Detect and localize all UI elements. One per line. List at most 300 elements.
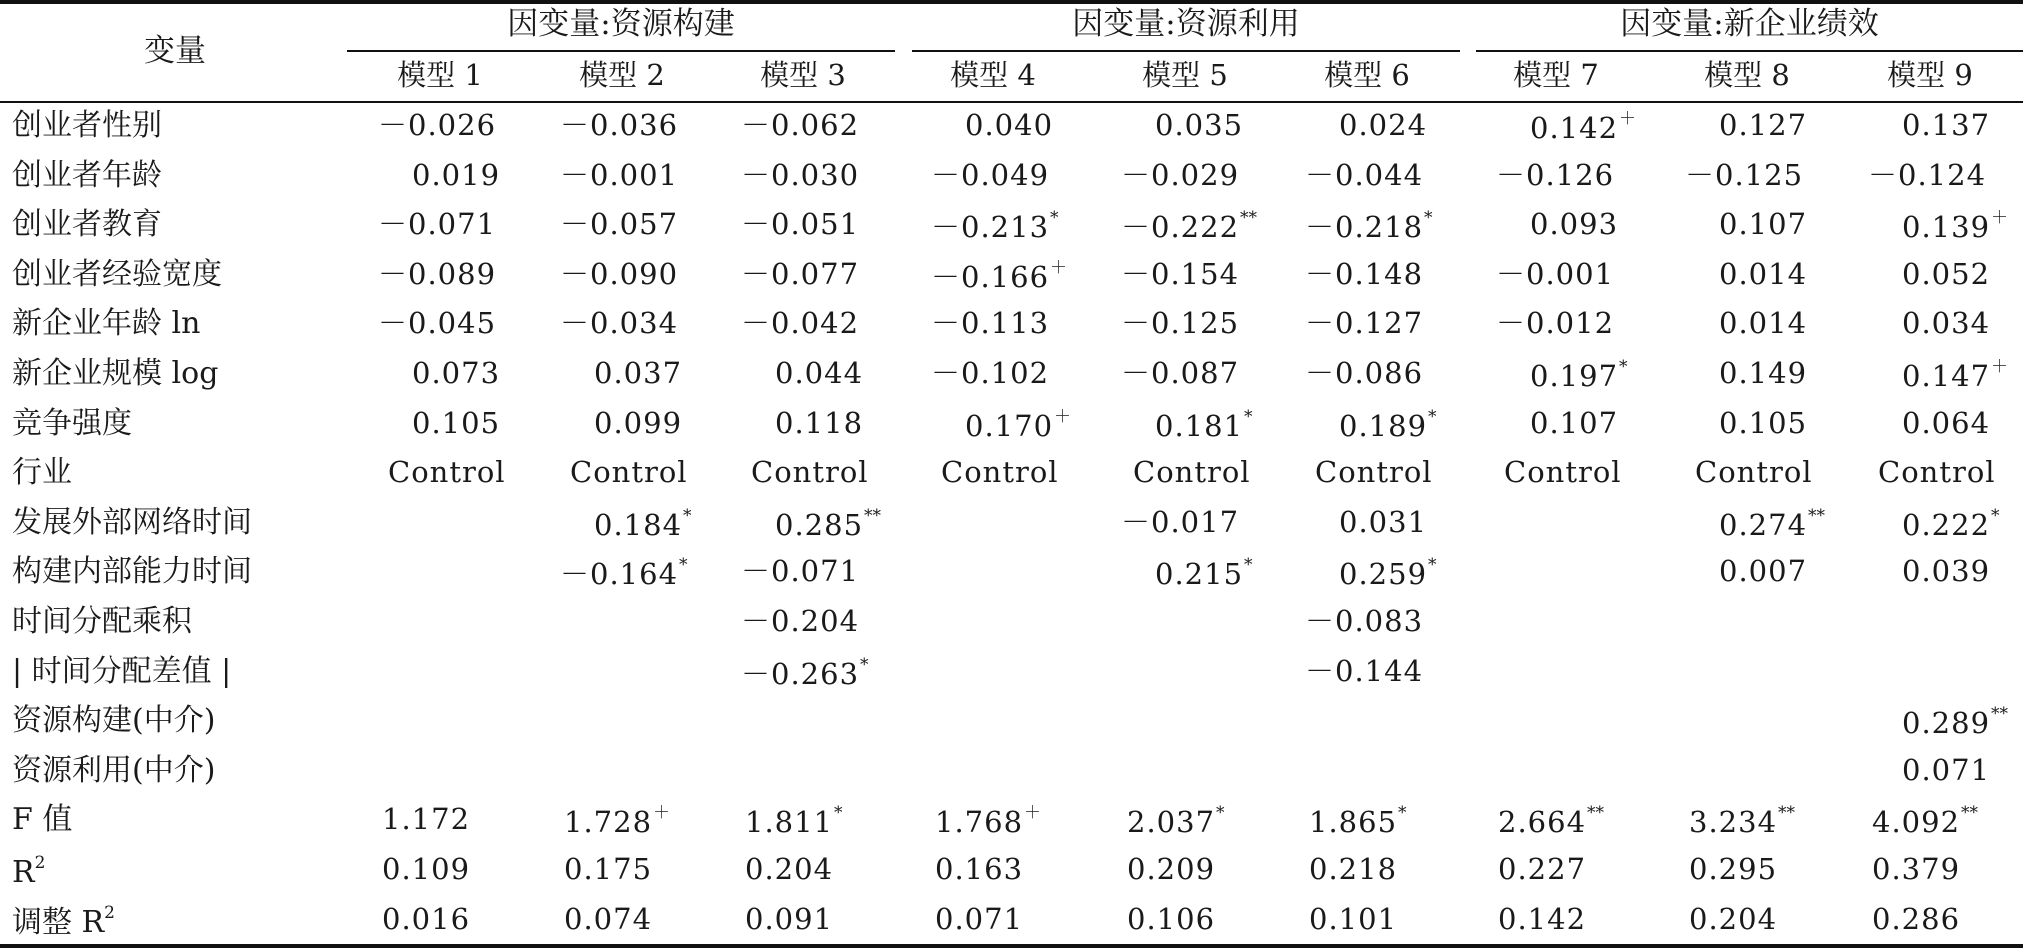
cell-value: －0.166 — [931, 260, 1050, 294]
cell-value: 1.865 — [1309, 805, 1398, 839]
table-cell — [1689, 902, 1778, 936]
cell-value: －0.044 — [1305, 158, 1424, 192]
row-label-text: 创业者年龄 — [12, 158, 162, 193]
cell-value: 1.728 — [564, 805, 653, 839]
table-cell — [564, 852, 653, 886]
cell-value: 0.035 — [1155, 108, 1244, 142]
row-label-text: 构建内部能力时间 — [12, 554, 252, 589]
table-cell — [1530, 111, 1636, 143]
cell-value: 1.811 — [745, 805, 834, 839]
table-cell — [1689, 852, 1778, 886]
significance-marker: * — [1424, 208, 1433, 228]
table-cell — [1121, 158, 1240, 192]
table-cell — [1719, 207, 1808, 241]
significance-marker: ＋ — [1619, 109, 1637, 129]
row-label — [12, 905, 115, 938]
cell-value: －0.086 — [1305, 356, 1424, 390]
table-cell — [1504, 455, 1622, 489]
cell-value: －0.213 — [931, 210, 1050, 244]
table-cell — [1305, 654, 1424, 688]
cell-value: －0.051 — [741, 207, 860, 241]
cell-value: 0.031 — [1339, 505, 1428, 539]
cell-value: －0.034 — [560, 306, 679, 340]
significance-marker: ＋ — [1024, 803, 1042, 823]
row-label — [12, 306, 201, 341]
cell-value: 0.189 — [1339, 409, 1428, 443]
table-cell — [1878, 455, 1996, 489]
cell-value: －0.012 — [1496, 306, 1615, 340]
cell-value: 0.091 — [745, 902, 834, 936]
table-cell — [1121, 356, 1240, 390]
cell-value: Control — [570, 455, 688, 489]
group-underline-1 — [347, 50, 895, 52]
table-cell — [1121, 210, 1257, 242]
table-cell — [1498, 852, 1587, 886]
table-cell — [1902, 210, 2008, 242]
table-cell — [741, 207, 860, 241]
cell-value: 0.118 — [775, 406, 864, 440]
significance-marker: ** — [1808, 506, 1826, 526]
cell-value: 0.259 — [1339, 557, 1428, 591]
cell-value: Control — [1315, 455, 1433, 489]
table-cell — [1127, 852, 1216, 886]
cell-value: －0.030 — [741, 158, 860, 192]
table-cell — [1685, 158, 1804, 192]
table-cell — [560, 306, 679, 340]
cell-value: 0.107 — [1719, 207, 1808, 241]
cell-value: －0.154 — [1121, 257, 1240, 291]
cell-value: －0.089 — [378, 257, 497, 291]
table-cell — [1305, 306, 1424, 340]
significance-marker: * — [1428, 555, 1437, 575]
cell-value: 0.197 — [1530, 359, 1619, 393]
table-cell — [1339, 557, 1437, 589]
cell-value: －0.263 — [741, 657, 860, 691]
table-cell — [1902, 508, 2000, 540]
table-cell — [560, 158, 679, 192]
cell-value: －0.124 — [1868, 158, 1987, 192]
significance-marker: * — [1619, 357, 1628, 377]
cell-value: 0.286 — [1872, 902, 1961, 936]
cell-value: －0.164 — [560, 557, 679, 591]
table-cell — [935, 852, 1024, 886]
cell-value: 0.274 — [1719, 508, 1808, 542]
table-cell — [931, 260, 1067, 292]
table-cell — [1305, 210, 1433, 242]
cell-value: －0.057 — [560, 207, 679, 241]
cell-value: 0.014 — [1719, 306, 1808, 340]
cell-value: 0.222 — [1902, 508, 1991, 542]
significance-marker: ＋ — [653, 803, 671, 823]
cell-value: 0.109 — [382, 852, 471, 886]
cell-value: 0.024 — [1339, 108, 1428, 142]
table-cell — [941, 455, 1059, 489]
significance-marker: * — [1428, 407, 1437, 427]
cell-value: 0.142 — [1530, 111, 1619, 145]
model-header: 模型 9 — [1887, 58, 1973, 92]
cell-value: －0.001 — [560, 158, 679, 192]
bottom-rule — [0, 944, 2023, 948]
cell-value: －0.077 — [741, 257, 860, 291]
cell-value: 0.101 — [1309, 902, 1398, 936]
cell-value: 0.099 — [594, 406, 683, 440]
cell-value: 0.184 — [594, 508, 683, 542]
model-header: 模型 3 — [760, 58, 846, 92]
row-label-text: 行业 — [12, 455, 72, 490]
table-cell — [412, 406, 501, 440]
table-cell — [1133, 455, 1251, 489]
row-label-text: 创业者教育 — [12, 207, 162, 242]
row-label — [12, 455, 72, 490]
cell-value: 0.039 — [1902, 554, 1991, 588]
table-cell — [1496, 158, 1615, 192]
cell-value: Control — [1878, 455, 1996, 489]
variable-header: 变量 — [144, 33, 206, 69]
table-cell — [1498, 805, 1604, 837]
table-cell — [1305, 257, 1424, 291]
significance-marker: * — [834, 803, 843, 823]
cell-value: 0.204 — [1689, 902, 1778, 936]
table-cell — [741, 657, 869, 689]
cell-value: －0.218 — [1305, 210, 1424, 244]
table-cell — [741, 158, 860, 192]
cell-value: 0.127 — [1719, 108, 1808, 142]
label-superscript: 2 — [34, 853, 46, 873]
group-header: 因变量:资源利用 — [1072, 6, 1300, 42]
cell-value: 0.149 — [1719, 356, 1808, 390]
cell-value: －0.042 — [741, 306, 860, 340]
cell-value: Control — [1695, 455, 1813, 489]
cell-value: 0.379 — [1872, 852, 1961, 886]
table-cell — [741, 108, 860, 142]
significance-marker: ＋ — [1054, 407, 1072, 427]
table-cell — [1309, 902, 1398, 936]
table-cell — [1902, 306, 1991, 340]
table-cell — [1339, 108, 1428, 142]
table-cell — [1530, 359, 1628, 391]
table-cell — [1872, 852, 1961, 886]
table-cell — [412, 356, 501, 390]
table-cell — [1902, 753, 1991, 787]
table-cell — [1872, 805, 1978, 837]
table-cell — [388, 455, 506, 489]
table-cell — [1902, 706, 2008, 738]
table-cell — [1868, 158, 1987, 192]
row-label — [12, 356, 219, 391]
cell-value: Control — [1133, 455, 1251, 489]
cell-value: 0.204 — [745, 852, 834, 886]
table-cell — [1305, 158, 1424, 192]
row-label — [12, 207, 162, 242]
table-cell — [1719, 108, 1808, 142]
table-cell — [1498, 902, 1587, 936]
table-cell — [745, 805, 843, 837]
model-header: 模型 7 — [1513, 58, 1599, 92]
significance-marker: * — [1050, 208, 1059, 228]
cell-value: －0.222 — [1121, 210, 1240, 244]
group-underline-2 — [912, 50, 1460, 52]
cell-value: 1.768 — [935, 805, 1024, 839]
row-label — [12, 604, 192, 639]
table-cell — [1305, 356, 1424, 390]
row-label — [12, 257, 222, 292]
table-cell — [378, 207, 497, 241]
significance-marker: * — [1244, 555, 1253, 575]
cell-value: 0.175 — [564, 852, 653, 886]
significance-marker: ＋ — [1050, 258, 1068, 278]
cell-value: 4.092 — [1872, 805, 1961, 839]
table-cell — [1902, 406, 1991, 440]
significance-marker: ** — [1240, 208, 1258, 228]
cell-value: 0.295 — [1689, 852, 1778, 886]
significance-marker: ** — [1778, 803, 1796, 823]
significance-marker: ** — [1587, 803, 1605, 823]
cell-value: Control — [751, 455, 869, 489]
cell-value: 0.007 — [1719, 554, 1808, 588]
row-label — [12, 753, 216, 788]
row-label — [12, 505, 252, 540]
row-label-text: 资源构建(中介) — [12, 703, 216, 738]
table-cell — [570, 455, 688, 489]
cell-value: －0.148 — [1305, 257, 1424, 291]
model-header: 模型 1 — [397, 58, 483, 92]
cell-value: 0.016 — [382, 902, 471, 936]
table-cell — [931, 158, 1050, 192]
table-cell — [1121, 257, 1240, 291]
row-label-text: 时间分配乘积 — [12, 604, 192, 639]
top-rule — [0, 0, 2023, 4]
table-cell — [751, 455, 869, 489]
cell-value: －0.090 — [560, 257, 679, 291]
row-label — [12, 406, 132, 441]
cell-value: －0.083 — [1305, 604, 1424, 638]
row-label — [12, 554, 252, 589]
cell-value: 0.170 — [965, 409, 1054, 443]
row-label-text: R — [12, 855, 35, 890]
significance-marker: * — [860, 655, 869, 675]
table-cell — [1127, 805, 1225, 837]
table-cell — [564, 805, 670, 837]
cell-value: 0.163 — [935, 852, 1024, 886]
cell-value: 0.181 — [1155, 409, 1244, 443]
table-cell — [1902, 554, 1991, 588]
cell-value: 2.664 — [1498, 805, 1587, 839]
row-label-text: 调整 R — [12, 905, 105, 940]
significance-marker: * — [1398, 803, 1407, 823]
row-label — [12, 158, 162, 193]
table-cell — [594, 508, 692, 540]
cell-value: －0.127 — [1305, 306, 1424, 340]
table-cell — [1719, 356, 1808, 390]
table-cell — [1309, 805, 1407, 837]
table-cell — [1719, 406, 1808, 440]
table-cell — [560, 257, 679, 291]
cell-value: －0.049 — [931, 158, 1050, 192]
table-cell — [741, 604, 860, 638]
cell-value: －0.036 — [560, 108, 679, 142]
cell-value: －0.144 — [1305, 654, 1424, 688]
cell-value: －0.102 — [931, 356, 1050, 390]
cell-value: －0.071 — [378, 207, 497, 241]
table-cell — [775, 406, 864, 440]
table-cell — [745, 902, 834, 936]
cell-value: Control — [388, 455, 506, 489]
row-label-text: 新企业年龄 ln — [12, 306, 201, 341]
table-cell — [1902, 359, 2008, 391]
table-cell — [1309, 852, 1398, 886]
cell-value: 0.137 — [1902, 108, 1991, 142]
row-label-text: 发展外部网络时间 — [12, 505, 252, 540]
group-underline-3 — [1476, 50, 2023, 52]
table-cell — [1121, 306, 1240, 340]
table-cell — [412, 158, 501, 192]
table-cell — [935, 805, 1041, 837]
label-superscript: 2 — [104, 903, 115, 923]
table-cell — [1872, 902, 1961, 936]
table-cell — [1305, 604, 1424, 638]
table-cell — [1496, 257, 1615, 291]
cell-value: 0.209 — [1127, 852, 1216, 886]
group-header: 因变量:资源构建 — [507, 6, 735, 42]
cell-value: －0.026 — [378, 108, 497, 142]
table-cell — [1530, 406, 1619, 440]
table-cell — [741, 306, 860, 340]
significance-marker: * — [1991, 506, 2000, 526]
table-cell — [1155, 108, 1244, 142]
model-header: 模型 2 — [579, 58, 665, 92]
table-cell — [1719, 306, 1808, 340]
cell-value: 0.105 — [1719, 406, 1808, 440]
row-label-text: | 时间分配差值 | — [12, 654, 232, 689]
table-cell — [745, 852, 834, 886]
row-label — [12, 108, 162, 143]
table-cell — [965, 409, 1071, 441]
significance-marker: ** — [864, 506, 882, 526]
cell-value: －0.204 — [741, 604, 860, 638]
table-cell — [560, 557, 688, 589]
row-label — [12, 703, 216, 738]
table-cell — [382, 902, 471, 936]
table-cell — [1719, 508, 1825, 540]
cell-value: －0.029 — [1121, 158, 1240, 192]
model-header: 模型 4 — [950, 58, 1036, 92]
cell-value: 0.071 — [935, 902, 1024, 936]
table-cell — [560, 108, 679, 142]
table-cell — [594, 356, 683, 390]
cell-value: 0.142 — [1498, 902, 1587, 936]
cell-value: 0.227 — [1498, 852, 1587, 886]
table-cell — [1121, 505, 1240, 539]
cell-value: 0.064 — [1902, 406, 1991, 440]
cell-value: 0.285 — [775, 508, 864, 542]
cell-value: Control — [941, 455, 1059, 489]
row-label-text: 创业者性别 — [12, 108, 162, 143]
cell-value: －0.126 — [1496, 158, 1615, 192]
cell-value: 0.074 — [564, 902, 653, 936]
cell-value: 0.093 — [1530, 207, 1619, 241]
cell-value: 0.139 — [1902, 210, 1991, 244]
table-cell — [1695, 455, 1813, 489]
cell-value: 0.034 — [1902, 306, 1991, 340]
table-cell — [741, 554, 860, 588]
cell-value: 0.071 — [1902, 753, 1991, 787]
cell-value: 0.044 — [775, 356, 864, 390]
cell-value: 0.215 — [1155, 557, 1244, 591]
table-cell — [382, 802, 471, 836]
cell-value: －0.125 — [1685, 158, 1804, 192]
table-cell — [935, 902, 1024, 936]
cell-value: 0.019 — [412, 158, 501, 192]
significance-marker: ** — [1991, 704, 2009, 724]
cell-value: －0.045 — [378, 306, 497, 340]
table-cell — [1127, 902, 1216, 936]
cell-value: 1.172 — [382, 802, 471, 836]
row-label-text: F 值 — [12, 802, 73, 837]
cell-value: －0.125 — [1121, 306, 1240, 340]
row-label-text: 资源利用(中介) — [12, 753, 216, 788]
cell-value: 0.106 — [1127, 902, 1216, 936]
table-cell — [741, 257, 860, 291]
table-cell — [1902, 257, 1991, 291]
cell-value: －0.071 — [741, 554, 860, 588]
cell-value: －0.087 — [1121, 356, 1240, 390]
table-cell — [560, 207, 679, 241]
table-cell — [378, 257, 497, 291]
cell-value: 0.289 — [1902, 706, 1991, 740]
significance-marker: * — [1216, 803, 1225, 823]
cell-value: －0.001 — [1496, 257, 1615, 291]
table-cell — [1530, 207, 1619, 241]
significance-marker: * — [683, 506, 692, 526]
cell-value: 0.218 — [1309, 852, 1398, 886]
table-cell — [378, 108, 497, 142]
group-header: 因变量:新企业绩效 — [1620, 6, 1879, 42]
table-cell — [1719, 257, 1808, 291]
cell-value: 3.234 — [1689, 805, 1778, 839]
row-label — [12, 855, 45, 888]
table-cell — [378, 306, 497, 340]
cell-value: 0.037 — [594, 356, 683, 390]
cell-value: －0.017 — [1121, 505, 1240, 539]
header-rule — [0, 101, 2023, 103]
significance-marker: * — [679, 555, 688, 575]
cell-value: 0.014 — [1719, 257, 1808, 291]
significance-marker: ＋ — [1991, 208, 2009, 228]
cell-value: 0.052 — [1902, 257, 1991, 291]
table-cell — [1496, 306, 1615, 340]
table-cell — [1339, 505, 1428, 539]
row-label-text: 创业者经验宽度 — [12, 257, 222, 292]
cell-value: 2.037 — [1127, 805, 1216, 839]
row-label-text: 新企业规模 log — [12, 356, 219, 391]
table-cell — [775, 508, 881, 540]
cell-value: 0.105 — [412, 406, 501, 440]
table-cell — [382, 852, 471, 886]
table-cell — [931, 210, 1059, 242]
cell-value: －0.062 — [741, 108, 860, 142]
row-label — [12, 654, 232, 689]
table-cell — [931, 356, 1050, 390]
cell-value: 0.147 — [1902, 359, 1991, 393]
table-cell — [1719, 554, 1808, 588]
table-cell — [1902, 108, 1991, 142]
cell-value: －0.113 — [931, 306, 1050, 340]
model-header: 模型 5 — [1142, 58, 1228, 92]
table-cell — [1315, 455, 1433, 489]
table-cell — [1155, 557, 1253, 589]
table-cell — [564, 902, 653, 936]
cell-value: 0.040 — [965, 108, 1054, 142]
